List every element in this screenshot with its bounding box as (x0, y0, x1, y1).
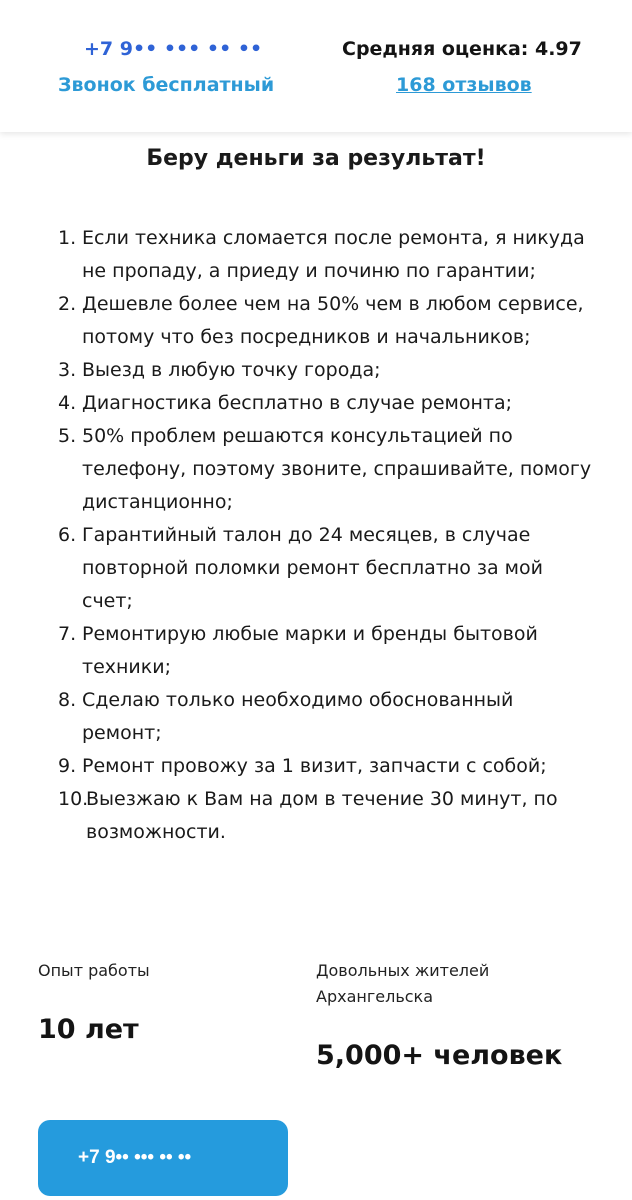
header-phone-link[interactable]: +7 9•• ••• •• •• (84, 38, 263, 60)
list-item: 8. Сделаю только необходимо обоснованный ремонт; (58, 689, 514, 744)
list-item: 7. Ремонтирую любые марки и бренды бытовой техники; (58, 623, 538, 678)
clients-label: Довольных жителей Архангельска (316, 961, 490, 1006)
page-title: Беру деньги за результат! (146, 146, 486, 171)
list-item: 5. 50% проблем решаются консультацией по телефону, поэтому звоните, спрашивайте, помогу дистанционно; (58, 425, 592, 513)
list-item: 6. Гарантийный талон до 24 месяцев, в случае повторной поломки ремонт бесплатно за мой счет; (58, 524, 543, 612)
reviews-link[interactable]: 168 отзывов (396, 74, 532, 96)
benefits-list (58, 222, 598, 849)
list-item: 3. Выезд в любую точку города; (58, 359, 381, 381)
clients-value: 5,000+ человек (316, 1040, 563, 1071)
free-call-label: Звонок бесплатный (58, 74, 275, 96)
list-item: 1. Если техника сломается после ремонта, я никуда не пропаду, а приеду и починю по гарантии; (58, 227, 585, 282)
average-rating: Средняя оценка: 4.97 (342, 38, 582, 60)
experience-value: 10 лет (38, 1014, 139, 1045)
list-item: 10. Выезжаю к Вам на дом в течение 30 минут, по возможности. (58, 788, 558, 843)
list-item: 2. Дешевле более чем на 50% чем в любом сервисе, потому что без посредников и начальников; (58, 293, 584, 348)
list-item: 4. Диагностика бесплатно в случае ремонта; (58, 392, 513, 414)
experience-label: Опыт работы (38, 961, 150, 980)
list-item: 9. Ремонт провожу за 1 визит, запчасти с собой; (58, 755, 547, 777)
call-button[interactable]: +7 9•• ••• •• •• (38, 1120, 288, 1196)
header (0, 0, 632, 132)
